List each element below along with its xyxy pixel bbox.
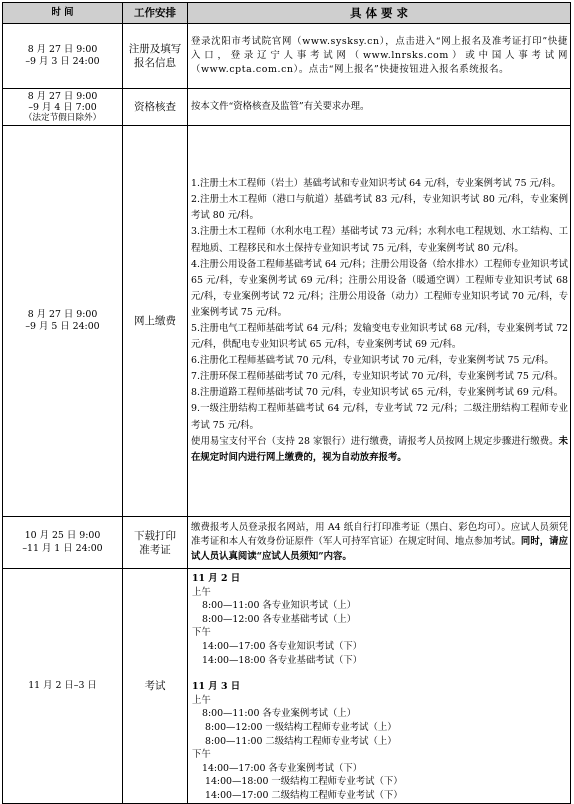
fee-item: 6.注册化工程师基础考试 70 元/科，专业知识考试 70 元/科，专业案例考试 75 元/科。 (191, 355, 554, 367)
work-line: 注册及填写 (128, 43, 182, 55)
exam-schedule-cell (188, 569, 571, 804)
session-item: 14:00—18:00 一级结构工程师专业考试（下） (205, 776, 403, 788)
session-label: 上午 (192, 694, 211, 706)
session-label: 下午 (192, 749, 211, 761)
work-line: 下载打印 (134, 529, 176, 542)
requirement-notice: 同时，请应试人员认真阅读“应试人员须知”内容。 (191, 536, 568, 562)
requirement-cell (188, 89, 571, 126)
session-item: 14:00—18:00 各专业基础考试（下） (202, 654, 363, 666)
work-line: 网上缴费 (134, 315, 176, 327)
time-note: （法定节假日除外） (23, 112, 102, 123)
time-cell (3, 569, 123, 804)
work-cell (123, 89, 188, 126)
fee-item: 7.注册环保工程师基础考试 70 元/科，专业知识考试 70 元/科，专业案例考试 75 元/科。 (191, 371, 564, 383)
exam-schedule-table (2, 2, 571, 804)
work-cell (123, 126, 188, 517)
work-line: 考试 (144, 679, 166, 692)
time-line: 8 月 27 日 9:00 (27, 90, 98, 102)
work-line: 资格核查 (134, 101, 176, 113)
session-label: 下午 (192, 627, 211, 639)
table-row (3, 517, 571, 569)
fee-item: 8.注册道路工程师基础考试 70 元/科，专业知识考试 65 元/科，专业案例考试 69 元/科。 (191, 387, 564, 399)
work-cell (123, 517, 188, 569)
fee-item: 2.注册土木工程师（港口与航道）基础考试 83 元/科，专业知识考试 80 元/科，专业案例考试 80 元/科。 (191, 194, 568, 222)
table-row (3, 126, 571, 517)
payment-note (191, 434, 568, 466)
work-cell (123, 569, 188, 804)
time-line: –9 月 5 日 24:00 (25, 321, 100, 332)
time-cell (3, 126, 123, 517)
session-item: 8:00—11:00 各专业案例考试（上） (202, 708, 357, 720)
session-item: 14:00—17:00 二级结构工程师专业考试（下） (205, 789, 403, 801)
payment-warning: 未在规定时间内进行网上缴费的，视为自动放弃报考。 (191, 435, 568, 463)
time-line: –9 月 3 日 24:00 (25, 56, 100, 67)
table-row (3, 569, 571, 804)
fee-item: 9.一级注册结构工程师基础考试 64 元/科，专业考试 72 元/科；二级注册结构工程师专业考试 75 元/科。 (191, 403, 568, 431)
fee-item: 5.注册电气工程师基础考试 64 元/科；发输变电专业知识考试 68 元/科，专业案例考试 72 元/科，供配电专业知识考试 65 元/科，专业案例考试 69 元/科。 (191, 323, 568, 351)
table-row (3, 89, 571, 126)
time-line: –9 月 4 日 7:00 (28, 101, 97, 113)
time-line: 8 月 27 日 9:00 (27, 43, 98, 55)
requirement-text: 按本文件“资格核查及监管”有关要求办理。 (191, 100, 370, 112)
session-label: 上午 (192, 586, 211, 598)
spacer (192, 667, 570, 680)
requirement-cell (188, 24, 571, 89)
time-cell (3, 24, 123, 89)
header-row (3, 3, 571, 24)
exam-date: 11 月 2 日 (192, 573, 241, 584)
fee-item: 4.注册公用设备工程师基础考试 64 元/科；注册公用设备（给水排水）工程师专业知识考试 65 元/科，专业案例考试 69 元/科；注册公用设备（暖通空调）工程师专业知识考试 68 元/科，专业案例考试 72 元/科；注册公用设备（动力）工程师专业知识考试 70 元/科，专业案例考试 75 元/科。 (191, 258, 568, 318)
exam-date: 11 月 3 日 (192, 681, 241, 693)
session-item: 8:00—12:00 一级结构工程师专业考试（上） (205, 721, 397, 733)
header-requirements: 具 体 要 求 (188, 3, 571, 24)
session-item: 8:00—11:00 各专业知识考试（上） (202, 600, 357, 612)
work-cell (123, 24, 188, 89)
work-line: 准考证 (139, 543, 171, 556)
requirement-cell (188, 126, 571, 517)
header-time: 时 间 (3, 3, 123, 24)
work-line: 报名信息 (134, 57, 176, 69)
header-work: 工作安排 (123, 3, 188, 24)
time-line: 8 月 27 日 9:00 (27, 308, 98, 320)
requirement-text: 缴费报考人员登录报名网站，用 A4 纸自行打印准考证（黑白、彩色均可）。应试人员须凭准考证和本人有效身份证原件（军人可持军官证）在规定时间、地点参加考试。 (191, 522, 568, 548)
session-item: 8:00—11:00 二级结构工程师专业考试（上） (205, 735, 397, 747)
time-cell (3, 517, 123, 569)
session-item: 14:00—17:00 各专业知识考试（下） (202, 640, 363, 652)
fee-item: 3.注册土木工程师（水利水电工程）基础考试 73 元/科；水利水电工程规划、水工结构、工程地质、工程移民和水土保持专业知识考试 75 元/科，专业案例考试 80 元/科。 (191, 226, 568, 254)
time-line: 11 月 2 日–3 日 (28, 679, 97, 691)
time-line: 10 月 25 日 9:00 (24, 530, 101, 541)
fee-item: 1.注册土木工程师（岩土）基础考试和专业知识考试 64 元/科，专业案例考试 75 元/科。 (191, 178, 561, 190)
time-cell (3, 89, 123, 126)
payment-note-text: 使用易宝支付平台（支持 28 家银行）进行缴费，请报考人员按网上规定步骤进行缴费。 (191, 435, 559, 447)
requirement-text: 登录沈阳市考试院官网（www.sysksy.cn），点击进入“网上报名及准考证打印”快捷入口，登录辽宁人事考试网（www.lnrsks.com）或中国人事考试网（www.cpta.com.cn）。点击“网上报名”快捷按钮进入报名系统报名。 (191, 35, 568, 76)
table-row (3, 24, 571, 89)
session-item: 14:00—17:00 各专业案例考试（下） (202, 762, 363, 774)
session-item: 8:00—12:00 各专业基础考试（上） (202, 613, 357, 625)
time-line: –11 月 1 日 24:00 (22, 542, 103, 554)
requirement-cell (188, 517, 571, 569)
